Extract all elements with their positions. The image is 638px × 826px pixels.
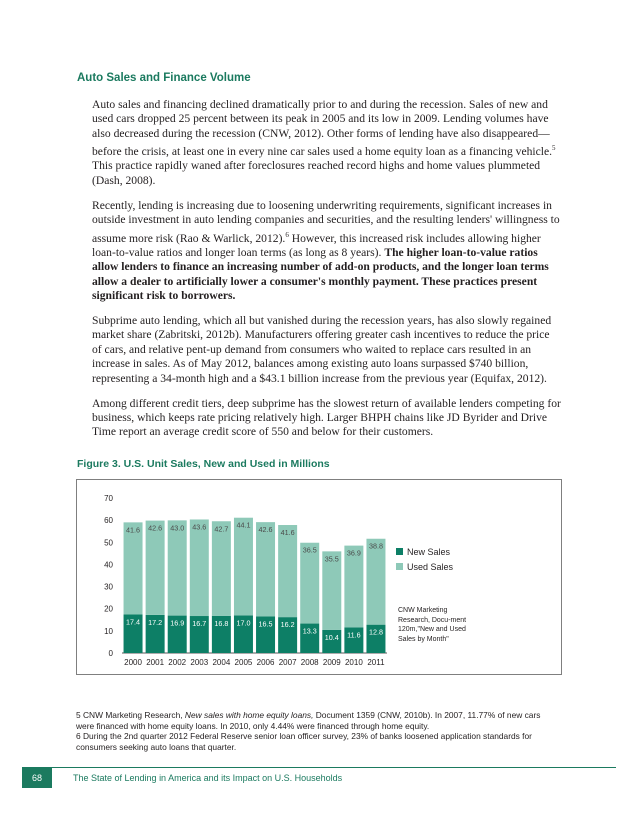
paragraph-1 bbox=[92, 98, 562, 188]
figure-title: Figure 3. U.S. Unit Sales, New and Used in Millions bbox=[77, 458, 330, 470]
data-label-new-sales: 12.8 bbox=[368, 627, 383, 637]
footnote-ref-6: 6 bbox=[285, 230, 289, 239]
paragraph-2-bold: The higher loan-to-value ratios allow lenders to finance an increasing number of add-on products, and the longer loan terms allow a dealer to artificially lower a consumer's monthly payment. These practices present significant risk to borrowers. bbox=[92, 245, 549, 303]
x-tick-label: 2000 bbox=[124, 658, 142, 667]
x-tick-label: 2006 bbox=[256, 658, 275, 667]
bar-used-sales bbox=[212, 521, 231, 616]
y-tick-label: 20 bbox=[104, 604, 113, 614]
data-label-used-sales: 42.7 bbox=[214, 524, 229, 534]
y-tick-label: 0 bbox=[108, 649, 113, 658]
y-tick-label: 70 bbox=[104, 494, 113, 503]
data-label-used-sales: 35.5 bbox=[324, 554, 339, 564]
paragraph-4: Among different credit tiers, deep subprime has the slowest return of available lenders competing for business, which keeps rate pricing relatively high. Larger BHPH chains like JD Byrider and Drive Time report an average credit score of 550 and below for their customers. bbox=[92, 396, 561, 439]
data-label-used-sales: 42.6 bbox=[258, 525, 273, 535]
data-label-new-sales: 13.3 bbox=[302, 626, 317, 636]
bar-used-sales bbox=[168, 520, 187, 615]
y-tick-label: 30 bbox=[104, 582, 113, 592]
data-label-new-sales: 16.9 bbox=[170, 618, 185, 628]
data-label-used-sales: 36.9 bbox=[346, 548, 361, 558]
paragraph-2-text-b: However, this increased risk includes allowing higher loan-to-value ratios and longer loan terms (as long as 8 years). bbox=[92, 231, 541, 259]
chart-frame bbox=[76, 479, 562, 675]
bar-used-sales bbox=[146, 521, 165, 615]
chart-source-note: CNW Marketing Research, Docu-ment 120m,"New and Used Sales by Month" bbox=[398, 607, 467, 643]
data-label-new-sales: 17.4 bbox=[126, 617, 141, 627]
x-tick-label: 2002 bbox=[168, 658, 187, 667]
data-label-used-sales: 41.6 bbox=[126, 525, 141, 535]
legend-item-new-sales bbox=[396, 544, 453, 559]
bar-used-sales bbox=[278, 525, 297, 617]
data-label-new-sales: 17.2 bbox=[148, 617, 163, 627]
data-label-new-sales: 16.2 bbox=[280, 620, 295, 630]
stacked-bar-chart bbox=[77, 480, 563, 676]
legend-swatch-new-sales bbox=[396, 548, 403, 555]
data-label-used-sales: 43.0 bbox=[170, 523, 185, 533]
data-label-new-sales: 16.8 bbox=[214, 618, 229, 628]
bar-used-sales bbox=[190, 519, 209, 616]
chart-legend bbox=[396, 544, 453, 574]
data-label-used-sales: 43.6 bbox=[192, 522, 207, 532]
y-tick-label: 40 bbox=[104, 560, 113, 570]
footnote-6: 6 During the 2nd quarter 2012 Federal Reserve senior loan officer survey, 23% of banks loosened application standards for consumers seeking auto loans that quarter. bbox=[76, 731, 532, 752]
paragraph-1-tail: This practice rapidly waned after foreclosures reached record highs and home values plummeted (Dash, 2008). bbox=[92, 159, 541, 187]
y-tick-label: 50 bbox=[104, 538, 113, 548]
bar-used-sales bbox=[366, 539, 385, 625]
y-tick-label: 60 bbox=[104, 516, 113, 526]
legend-swatch-used-sales bbox=[396, 563, 403, 570]
body-text bbox=[92, 98, 562, 450]
x-tick-label: 2005 bbox=[234, 658, 253, 667]
data-label-used-sales: 38.8 bbox=[368, 541, 383, 551]
data-label-used-sales: 44.1 bbox=[236, 520, 251, 530]
x-tick-label: 2001 bbox=[146, 658, 165, 667]
x-tick-label: 2009 bbox=[322, 658, 341, 667]
paragraph-2 bbox=[92, 199, 562, 304]
x-tick-label: 2004 bbox=[212, 658, 231, 667]
footer-rule bbox=[22, 767, 616, 768]
footnote-5-text-a: 5 CNW Marketing Research, bbox=[76, 710, 185, 720]
x-tick-label: 2011 bbox=[367, 658, 385, 667]
data-label-new-sales: 16.5 bbox=[258, 619, 273, 629]
bar-used-sales bbox=[234, 518, 253, 616]
bar-used-sales bbox=[256, 522, 275, 616]
x-tick-label: 2007 bbox=[278, 658, 297, 667]
footnote-5-italic: New sales with home equity loans, bbox=[184, 710, 314, 720]
bar-used-sales bbox=[344, 546, 363, 628]
footnote-5 bbox=[76, 710, 556, 731]
x-tick-label: 2003 bbox=[190, 658, 209, 667]
legend-item-used-sales bbox=[396, 559, 453, 574]
data-label-new-sales: 17.0 bbox=[236, 618, 251, 628]
x-tick-label: 2008 bbox=[300, 658, 319, 667]
footnote-ref-5: 5 bbox=[552, 144, 556, 153]
data-label-new-sales: 10.4 bbox=[324, 632, 339, 642]
data-label-used-sales: 36.5 bbox=[302, 545, 317, 555]
footnotes bbox=[76, 710, 556, 752]
paragraph-3: Subprime auto lending, which all but vanished during the recession years, has also slowly regained market share (Zabritski, 2012b). Manufacturers offering greater cash incentives to reduce the price of cars, and relative pent-up demand from consumers who waited to replace cars resulted in an increase in sales. As of May 2012, balances among existing auto loans surpassed $740 billion, representing a 34-month high and a $43.1 billion increase from the previous year (Equifax, 2012). bbox=[92, 314, 552, 385]
legend-label-used-sales: Used Sales bbox=[407, 561, 454, 572]
data-label-used-sales: 42.6 bbox=[148, 523, 163, 533]
footnote-5-text-b: Document 1359 (CNW, 2010b). In 2007, 11.77% of new cars were financed with home equity loans. In 2010, only 4.44% were financed through home equity. bbox=[76, 710, 541, 731]
footer-title: The State of Lending in America and its Impact on U.S. Households bbox=[73, 773, 343, 783]
data-label-new-sales: 16.7 bbox=[192, 619, 207, 629]
bar-used-sales bbox=[124, 522, 143, 614]
paragraph-1-text: Auto sales and financing declined dramatically prior to and during the recession. Sales of new and used cars dropped 25 percent between its peak in 2005 and its low in 2009. Lending volumes have also decreased during the recession (CNW, 2012). Other forms of lending have also disappeared—before the crisis, at least one in every nine car sales used a home equity loan as a financing vehicle. bbox=[92, 98, 553, 159]
section-title: Auto Sales and Finance Volume bbox=[77, 72, 251, 84]
x-tick-label: 2010 bbox=[344, 658, 363, 667]
legend-label-new-sales: New Sales bbox=[407, 546, 451, 557]
data-label-used-sales: 41.6 bbox=[280, 528, 295, 538]
page-number: 68 bbox=[22, 768, 52, 788]
paragraph-2-text-a: Recently, lending is increasing due to loosening underwriting requirements, significant increases in outside investment in auto lending companies and securities, and the resulting lenders' willingness to assume more risk (Rao & Warlick, 2012). bbox=[92, 198, 560, 245]
bar-used-sales bbox=[300, 543, 319, 624]
data-label-new-sales: 11.6 bbox=[347, 630, 361, 640]
y-tick-label: 10 bbox=[104, 626, 113, 636]
